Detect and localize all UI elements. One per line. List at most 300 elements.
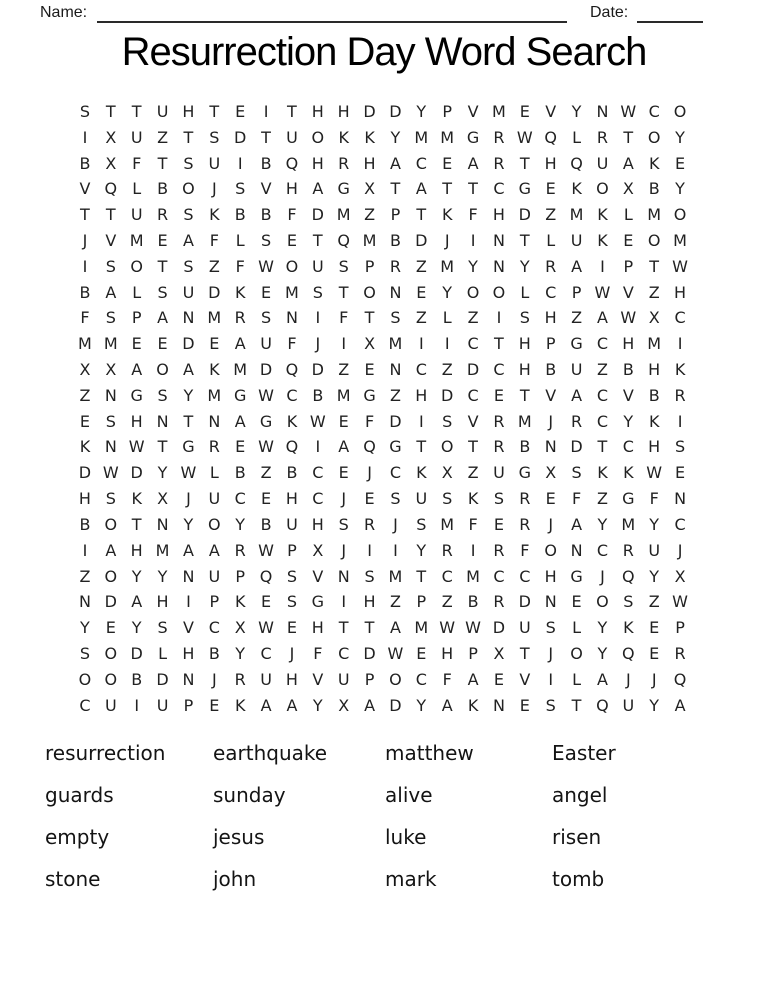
- grid-cell: V: [467, 101, 479, 121]
- grid-cell: M: [129, 230, 144, 250]
- grid-cell: G: [570, 334, 583, 354]
- grid-cell: H: [363, 592, 376, 612]
- grid-cell: V: [545, 101, 557, 121]
- grid-cell: R: [493, 127, 505, 147]
- grid-cell: Q: [622, 566, 635, 586]
- grid-cell: T: [597, 437, 608, 457]
- grid-cell: C: [596, 411, 609, 431]
- grid-cell: O: [208, 514, 221, 534]
- grid-cell: H: [363, 153, 376, 173]
- grid-cell: M: [207, 308, 222, 328]
- grid-cell: W: [258, 618, 274, 638]
- grid-cell: R: [493, 540, 505, 560]
- grid-cell: N: [104, 385, 117, 405]
- grid-cell: A: [571, 385, 583, 405]
- grid-cell: N: [182, 669, 195, 689]
- grid-cell: O: [104, 669, 118, 689]
- grid-cell: T: [416, 437, 427, 457]
- grid-cell: B: [286, 463, 298, 483]
- grid-cell: I: [677, 334, 683, 354]
- grid-cell: H: [518, 334, 531, 354]
- grid-cell: R: [441, 540, 453, 560]
- grid-cell: K: [131, 489, 142, 509]
- grid-cell: E: [209, 334, 220, 354]
- grid-cell: S: [493, 489, 505, 509]
- grid-cell: N: [182, 308, 195, 328]
- grid-cell: S: [105, 256, 116, 276]
- grid-cell: Q: [104, 179, 118, 199]
- grid-cell: H: [648, 360, 661, 380]
- grid-cell: T: [416, 566, 427, 586]
- grid-cell: N: [570, 540, 583, 560]
- grid-cell: O: [104, 566, 118, 586]
- grid-cell: P: [183, 695, 194, 715]
- grid-cell: H: [648, 437, 661, 457]
- grid-cell: U: [570, 360, 583, 380]
- grid-cell: B: [157, 179, 169, 199]
- grid-cell: L: [132, 179, 142, 199]
- grid-cell: P: [675, 618, 685, 638]
- grid-cell: E: [261, 489, 272, 509]
- grid-cell: G: [233, 385, 247, 405]
- grid-cell: C: [596, 334, 609, 354]
- grid-cell: T: [80, 205, 90, 225]
- grid-cell: Z: [415, 308, 427, 328]
- grid-cell: V: [312, 566, 324, 586]
- grid-cell: S: [390, 489, 401, 509]
- grid-cell: U: [570, 230, 583, 250]
- grid-cell: Z: [208, 256, 220, 276]
- grid-cell: N: [674, 489, 687, 509]
- grid-cell: F: [313, 643, 323, 663]
- grid-cell: E: [493, 669, 504, 689]
- grid-cell: Y: [519, 256, 530, 276]
- grid-cell: S: [545, 695, 556, 715]
- grid-cell: Y: [235, 514, 246, 534]
- grid-cell: U: [337, 669, 350, 689]
- grid-cell: K: [597, 463, 608, 483]
- grid-cell: J: [548, 514, 554, 534]
- grid-cell: G: [622, 489, 635, 509]
- grid-cell: Z: [441, 360, 453, 380]
- grid-cell: K: [209, 205, 220, 225]
- grid-cell: E: [338, 463, 349, 483]
- grid-cell: G: [518, 179, 532, 199]
- grid-cell: U: [415, 489, 428, 509]
- grid-cell: G: [466, 127, 480, 147]
- grid-cell: I: [341, 592, 347, 612]
- grid-cell: R: [493, 153, 505, 173]
- grid-cell: A: [260, 695, 272, 715]
- grid-cell: S: [105, 411, 116, 431]
- grid-cell: Y: [442, 282, 453, 302]
- grid-cell: M: [569, 205, 584, 225]
- grid-cell: H: [544, 153, 557, 173]
- grid-cell: J: [211, 669, 217, 689]
- grid-cell: U: [104, 695, 117, 715]
- grid-cell: T: [649, 256, 660, 276]
- grid-cell: H: [415, 385, 428, 405]
- grid-cell: O: [363, 282, 376, 302]
- grid-cell: J: [186, 489, 191, 509]
- grid-cell: U: [208, 153, 221, 173]
- grid-cell: A: [157, 308, 169, 328]
- grid-cell: B: [208, 643, 220, 663]
- grid-cell: W: [309, 411, 326, 431]
- grid-cell: C: [519, 566, 531, 586]
- grid-cell: W: [646, 463, 663, 483]
- grid-cell: T: [494, 334, 504, 354]
- grid-cell: J: [367, 463, 372, 483]
- grid-cell: I: [315, 437, 321, 457]
- grid-cell: A: [131, 592, 143, 612]
- word-list-item: sunday: [213, 783, 286, 807]
- grid-cell: E: [442, 153, 453, 173]
- grid-cell: T: [183, 411, 194, 431]
- grid-cell: H: [285, 669, 298, 689]
- grid-cell: O: [544, 540, 557, 560]
- grid-cell: M: [388, 566, 403, 586]
- grid-cell: H: [441, 643, 454, 663]
- grid-cell: B: [131, 669, 143, 689]
- grid-cell: O: [647, 230, 661, 250]
- grid-cell: M: [440, 127, 455, 147]
- wordsearch-grid: [72, 99, 693, 719]
- grid-cell: C: [260, 643, 272, 663]
- grid-cell: N: [156, 514, 169, 534]
- grid-cell: G: [363, 385, 376, 405]
- grid-cell: C: [208, 618, 220, 638]
- grid-cell: E: [623, 230, 634, 250]
- grid-cell: E: [286, 618, 297, 638]
- grid-cell: W: [594, 282, 611, 302]
- grid-cell: K: [416, 463, 427, 483]
- word-list-item: mark: [385, 867, 437, 891]
- grid-cell: S: [79, 643, 91, 663]
- grid-cell: C: [596, 385, 609, 405]
- grid-cell: I: [444, 334, 450, 354]
- grid-cell: T: [442, 179, 453, 199]
- grid-cell: O: [78, 669, 92, 689]
- grid-cell: O: [440, 437, 454, 457]
- grid-cell: D: [156, 669, 169, 689]
- grid-cell: M: [621, 514, 636, 534]
- grid-cell: S: [416, 514, 427, 534]
- grid-cell: A: [131, 360, 143, 380]
- grid-cell: K: [648, 411, 660, 431]
- grid-cell: U: [311, 256, 324, 276]
- grid-cell: N: [208, 411, 221, 431]
- grid-cell: W: [180, 463, 197, 483]
- grid-cell: C: [493, 179, 505, 199]
- grid-cell: F: [235, 256, 245, 276]
- grid-cell: M: [517, 411, 532, 431]
- grid-cell: T: [623, 127, 634, 147]
- grid-cell: M: [233, 360, 248, 380]
- grid-cell: Y: [597, 643, 608, 663]
- grid-cell: M: [466, 566, 480, 586]
- grid-cell: K: [467, 489, 479, 509]
- grid-cell: D: [208, 282, 221, 302]
- grid-cell: T: [183, 127, 194, 147]
- grid-cell: T: [338, 282, 349, 302]
- grid-cell: L: [572, 618, 582, 638]
- grid-cell: M: [414, 127, 429, 147]
- word-list-column: [213, 736, 327, 904]
- word-list-column: [385, 736, 474, 904]
- grid-cell: D: [259, 360, 273, 380]
- grid-cell: Q: [544, 127, 557, 147]
- grid-cell: C: [79, 695, 91, 715]
- grid-cell: J: [625, 669, 631, 689]
- grid-cell: T: [364, 618, 375, 638]
- grid-cell: S: [183, 256, 194, 276]
- grid-cell: R: [493, 437, 505, 457]
- grid-cell: U: [260, 669, 272, 689]
- grid-cell: F: [132, 153, 142, 173]
- grid-cell: D: [518, 592, 531, 612]
- grid-cell: E: [493, 385, 504, 405]
- grid-cell: R: [545, 256, 557, 276]
- grid-cell: D: [130, 463, 143, 483]
- grid-cell: E: [286, 230, 297, 250]
- grid-cell: D: [415, 230, 428, 250]
- grid-cell: R: [596, 127, 608, 147]
- grid-cell: T: [131, 514, 142, 534]
- grid-cell: N: [389, 360, 402, 380]
- grid-cell: T: [105, 205, 116, 225]
- grid-cell: I: [315, 308, 321, 328]
- grid-cell: O: [182, 179, 195, 199]
- grid-cell: X: [79, 360, 91, 380]
- word-list-item: alive: [385, 783, 433, 807]
- grid-cell: Z: [467, 308, 479, 328]
- grid-cell: A: [286, 695, 298, 715]
- grid-cell: C: [674, 308, 686, 328]
- grid-cell: X: [364, 334, 376, 354]
- grid-cell: I: [341, 334, 347, 354]
- word-list: [0, 736, 768, 916]
- grid-cell: S: [157, 385, 168, 405]
- grid-cell: H: [285, 489, 298, 509]
- grid-cell: E: [545, 179, 556, 199]
- grid-cell: S: [390, 308, 401, 328]
- grid-cell: O: [570, 643, 583, 663]
- grid-cell: T: [287, 101, 297, 121]
- grid-cell: S: [338, 256, 349, 276]
- grid-cell: D: [441, 385, 454, 405]
- word-list-item: jesus: [213, 825, 265, 849]
- grid-cell: C: [493, 566, 505, 586]
- grid-cell: O: [104, 514, 118, 534]
- grid-cell: J: [548, 411, 554, 431]
- grid-cell: Q: [285, 153, 299, 173]
- grid-cell: I: [470, 540, 476, 560]
- grid-cell: O: [156, 360, 169, 380]
- grid-cell: G: [130, 385, 143, 405]
- grid-cell: N: [492, 256, 505, 276]
- grid-cell: F: [468, 205, 478, 225]
- grid-cell: B: [260, 205, 272, 225]
- grid-cell: C: [467, 385, 479, 405]
- grid-cell: X: [105, 153, 117, 173]
- grid-cell: Q: [285, 437, 299, 457]
- grid-cell: R: [234, 669, 246, 689]
- grid-cell: J: [444, 230, 450, 250]
- grid-cell: U: [182, 282, 195, 302]
- grid-cell: V: [622, 385, 634, 405]
- grid-cell: F: [287, 334, 297, 354]
- grid-cell: F: [442, 669, 452, 689]
- grid-cell: U: [156, 101, 169, 121]
- grid-cell: W: [672, 256, 688, 276]
- grid-cell: O: [285, 256, 299, 276]
- name-fill-line: [97, 21, 567, 23]
- grid-cell: S: [623, 592, 634, 612]
- grid-cell: X: [441, 463, 453, 483]
- grid-cell: Y: [235, 643, 246, 663]
- grid-cell: F: [364, 411, 375, 431]
- grid-cell: E: [519, 101, 530, 121]
- grid-cell: V: [467, 411, 479, 431]
- grid-cell: S: [183, 205, 194, 225]
- grid-cell: L: [520, 282, 530, 302]
- grid-cell: A: [182, 360, 194, 380]
- grid-cell: W: [258, 437, 274, 457]
- grid-cell: Y: [416, 540, 427, 560]
- grid-cell: B: [234, 205, 246, 225]
- grid-cell: K: [234, 695, 246, 715]
- grid-cell: E: [261, 592, 272, 612]
- grid-cell: D: [518, 205, 531, 225]
- grid-cell: S: [235, 179, 246, 199]
- grid-cell: I: [82, 127, 88, 147]
- grid-cell: K: [467, 695, 479, 715]
- grid-cell: J: [315, 334, 321, 354]
- grid-cell: T: [338, 618, 349, 638]
- word-list-item: empty: [45, 825, 110, 849]
- grid-cell: E: [235, 101, 246, 121]
- grid-cell: R: [493, 411, 505, 431]
- grid-cell: I: [134, 695, 140, 715]
- grid-cell: P: [209, 592, 220, 612]
- grid-cell: W: [465, 618, 481, 638]
- grid-cell: T: [390, 179, 401, 199]
- grid-cell: B: [312, 385, 324, 405]
- grid-cell: G: [570, 566, 583, 586]
- grid-cell: M: [673, 230, 687, 250]
- grid-cell: E: [364, 360, 375, 380]
- grid-cell: K: [674, 360, 686, 380]
- grid-cell: M: [647, 334, 662, 354]
- grid-cell: G: [337, 179, 350, 199]
- grid-cell: P: [623, 256, 634, 276]
- grid-cell: Z: [364, 205, 376, 225]
- grid-cell: X: [105, 360, 117, 380]
- grid-cell: D: [389, 101, 402, 121]
- grid-cell: J: [548, 643, 554, 663]
- grid-cell: C: [674, 514, 686, 534]
- grid-cell: W: [258, 256, 274, 276]
- grid-cell: H: [518, 360, 531, 380]
- grid-cell: E: [209, 695, 220, 715]
- grid-cell: Z: [157, 127, 169, 147]
- grid-cell: I: [548, 669, 554, 689]
- grid-cell: R: [493, 592, 505, 612]
- grid-cell: Y: [649, 566, 660, 586]
- grid-cell: H: [674, 282, 687, 302]
- grid-cell: H: [285, 179, 298, 199]
- grid-cell: M: [492, 101, 506, 121]
- grid-cell: Q: [570, 153, 583, 173]
- grid-cell: E: [416, 643, 427, 663]
- grid-cell: C: [596, 540, 609, 560]
- grid-cell: E: [157, 230, 168, 250]
- grid-cell: S: [105, 308, 116, 328]
- grid-cell: U: [518, 618, 531, 638]
- grid-cell: S: [286, 592, 298, 612]
- grid-cell: O: [104, 643, 118, 663]
- grid-cell: K: [79, 437, 91, 457]
- grid-cell: W: [672, 592, 688, 612]
- grid-cell: D: [78, 463, 92, 483]
- grid-cell: B: [79, 282, 91, 302]
- grid-cell: D: [466, 360, 480, 380]
- grid-cell: K: [571, 179, 582, 199]
- grid-cell: S: [260, 230, 272, 250]
- grid-cell: W: [439, 618, 456, 638]
- grid-cell: U: [286, 514, 298, 534]
- grid-cell: E: [261, 282, 272, 302]
- grid-cell: H: [622, 334, 635, 354]
- grid-cell: I: [82, 540, 88, 560]
- grid-cell: Z: [648, 592, 660, 612]
- grid-cell: K: [286, 411, 298, 431]
- grid-cell: U: [156, 695, 169, 715]
- grid-cell: Y: [80, 618, 90, 638]
- grid-cell: Q: [363, 437, 376, 457]
- grid-cell: G: [311, 592, 325, 612]
- grid-cell: A: [234, 411, 246, 431]
- grid-cell: J: [341, 540, 347, 560]
- grid-cell: Z: [596, 360, 608, 380]
- grid-cell: H: [130, 411, 143, 431]
- grid-cell: Q: [673, 669, 687, 689]
- grid-cell: S: [442, 489, 453, 509]
- grid-cell: O: [311, 127, 325, 147]
- grid-cell: X: [105, 127, 117, 147]
- grid-cell: K: [597, 230, 608, 250]
- grid-cell: D: [492, 618, 506, 638]
- grid-cell: T: [157, 437, 168, 457]
- grid-cell: D: [234, 127, 247, 147]
- grid-cell: K: [623, 463, 634, 483]
- grid-cell: Y: [183, 385, 194, 405]
- grid-cell: H: [544, 566, 557, 586]
- grid-cell: Y: [675, 127, 685, 147]
- grid-cell: J: [651, 669, 657, 689]
- grid-cell: N: [596, 101, 609, 121]
- grid-cell: Y: [468, 256, 478, 276]
- grid-cell: V: [312, 669, 324, 689]
- grid-cell: M: [440, 514, 455, 534]
- grid-cell: N: [492, 230, 505, 250]
- grid-cell: B: [622, 360, 634, 380]
- grid-cell: E: [157, 334, 168, 354]
- grid-cell: V: [622, 282, 634, 302]
- grid-cell: I: [418, 411, 424, 431]
- grid-cell: Y: [312, 695, 323, 715]
